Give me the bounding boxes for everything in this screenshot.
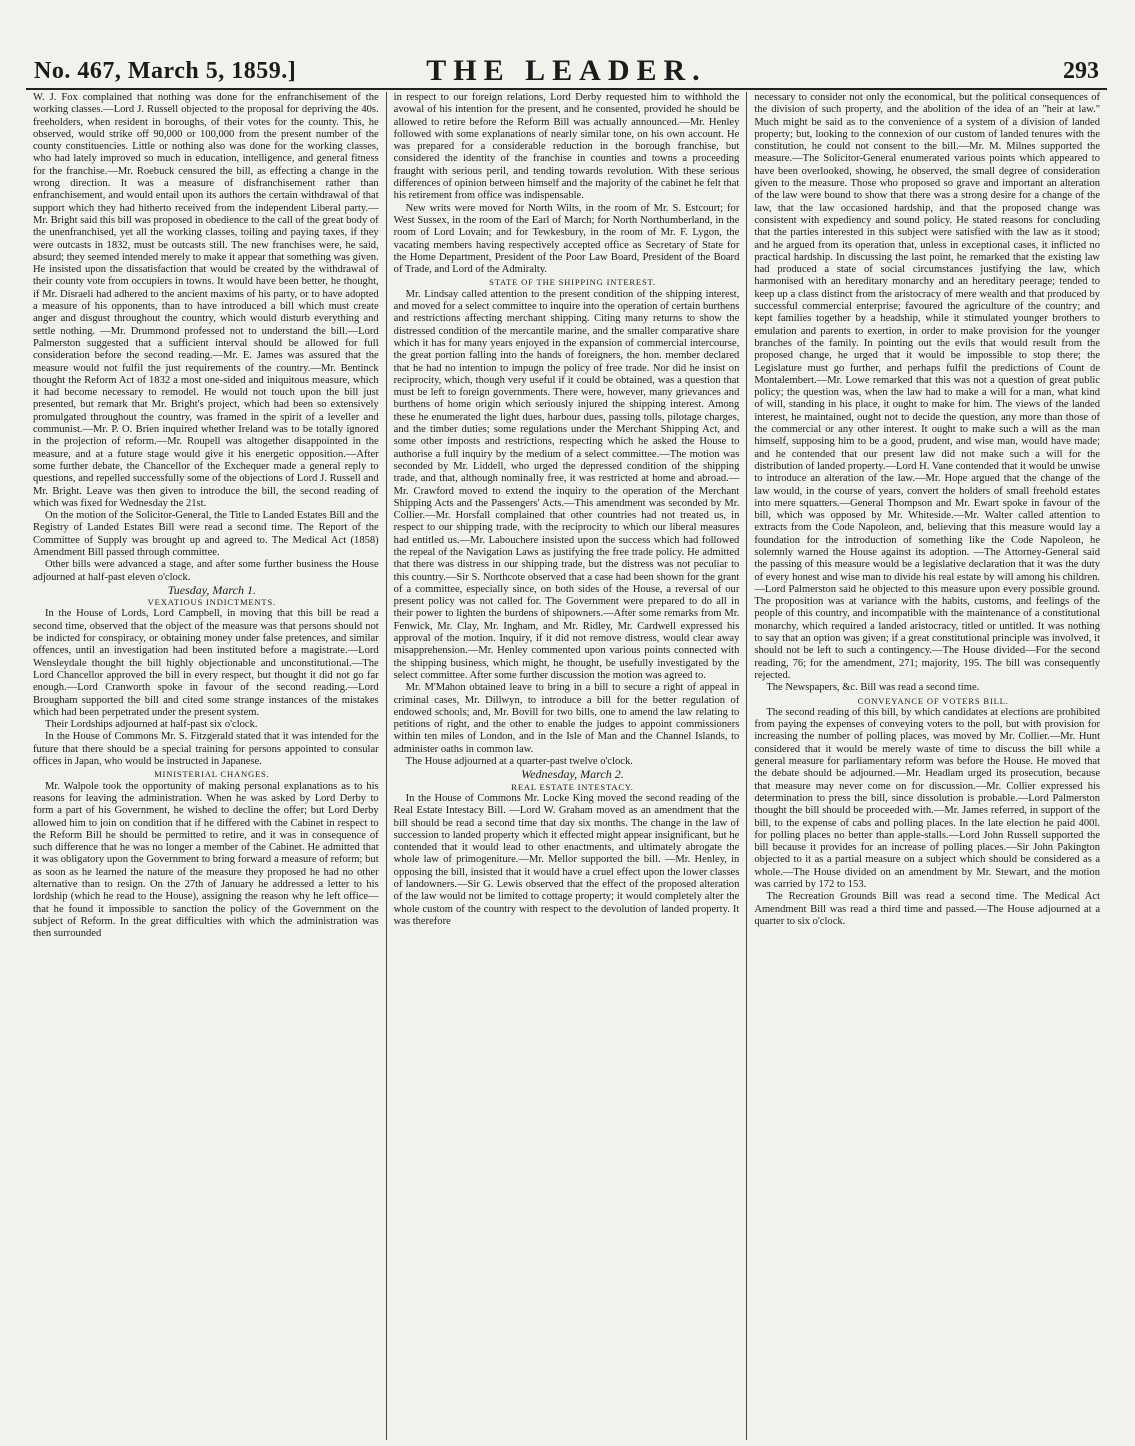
- paragraph: Mr. M'Mahon obtained leave to bring in a bill to secure a right of appeal in criminal cases, Mr. Dillwyn, to introduce a bill for the better regulation of endowed schools; and, Mr. Bovill for two bills, one to amend the law relating to petitions of right, and the other to enable the judges to appoint commissioners within ten miles of London, and in the Isle of Man and the Channel Islands, to administer oaths in common law.: [393, 682, 740, 755]
- column-1: [26, 92, 386, 1440]
- column-3: [746, 92, 1107, 1440]
- paragraph: On the motion of the Solicitor-General, the Title to Landed Estates Bill and the Registry of Landed Estates Bill were read a second time. The Report of the Committee of Supply was brought up and agreed to. The Medical Act (1858) Amendment Bill passed through committee.: [33, 510, 379, 558]
- paragraph: Other bills were advanced a stage, and after some further business the House adjourned at half-past eleven o'clock.: [33, 559, 379, 583]
- paragraph: in respect to our foreign relations, Lord Derby requested him to withhold the avowal of his intention for the present, and he consented, provided he should be allowed to retire before the Reform Bill was actually announced.—Mr. Henley followed with some explanations of nearly similar tone, on his own account. He was prepared for a considerable reduction in the borough franchise, but considered the identity of the franchise in counties and towns a proceeding fraught with serious peril, and tending towards revolution. With these serious differences of opinion between himself and the majority of the cabinet he felt that his retirement from office was indispensable.: [393, 92, 740, 202]
- section-heading: CONVEYANCE OF VOTERS BILL.: [857, 695, 1009, 706]
- section-heading: REAL ESTATE INTESTACY.: [511, 781, 634, 792]
- paragraph: The House adjourned at a quarter-past twelve o'clock.: [405, 756, 633, 768]
- date-heading: Tuesday, March 1.: [167, 582, 256, 597]
- paragraph: Their Lordships adjourned at half-past six o'clock.: [45, 719, 258, 731]
- masthead: [26, 48, 1107, 90]
- section-heading: STATE OF THE SHIPPING INTEREST.: [489, 277, 656, 288]
- paragraph: W. J. Fox complained that nothing was done for the enfranchisement of the working classes.—Lord J. Russell objected to the proposal for depriving the 40s. freeholders, when resident in boroughs, of their votes for the county. This, he observed, would strike off 90,000 or 100,000 from the present number of the county constituencies. Little or nothing also was done for the working classes, who had lately improved so much in education, intelligence, and general fitness for the franchise.—Mr. Roebuck censured the bill, as effecting a change in the wrong direction. It was a measure of disfranchisement rather than enfranchisement, and would entail upon its authors the certain withdrawal of that support which they had hitherto received from the independent Liberal party.—Mr. Bright said this bill was proposed in obedience to the call of the great body of the unenfranchised, yet all the working classes, toiling and paying taxes, if they were outcasts in 1832, must be outcasts still. The new franchises were, he said, absurd; they seemed intended merely to make it appear that something was given. He insisted upon the dissatisfaction that would be created by the withdrawal of their county vote from occupiers in towns. It would have been better, he thought, if Mr. Disraeli had adhered to the ancient maxims of his party, or to have adopted a measure of his opponents, than to have introduced a bill which must create anger and disgust throughout the country, which would disturb everything and settle nothing. —Mr. Drummond professed not to understand the bill.—Lord Palmerston suggested that a sufficient interval should be allowed for full consideration before the second reading.—Mr. E. James was assured that the measure would not fulfil the just requirements of the country.—Mr. Bentinck thought the Reform Act of 1832 a most one-sided and iniquitous measure, which it had become necessary to remodel. He would not touch upon the bill just presented, but remark that Mr. Bright's project, which had been so extensively promulgated throughout the country, was framed in the spirit of a leveller and communist.—Mr. P. O. Brien inquired whether Ireland was to be totally ignored in the projection of reform.—Mr. Roupell was altogether disappointed in the measure, and at a future stage would give it his energetic opposition.—After some further debate, the Chancellor of the Exchequer made a general reply to questions, and repelled successfully some of the objections of Lord J. Russell and Mr. Bright. Leave was then given to introduce the bill, the second reading of which was fixed for Wednesday the 21st.: [33, 92, 379, 509]
- page-number: 293: [1063, 58, 1099, 84]
- paragraph: Mr. Lindsay called attention to the present condition of the shipping interest, and moved for a select committee to inquire into the operation of certain burthens and restrictions affecting merchant shipping. Citing many returns to show the distressed condition of the mercantile marine, and the smaller comparative share which it has for many years enjoyed in the expansion of commercial intercourse, the great portion falling into the hands of foreigners, the hon. member declared that he had no intention to impugn the policy of free trade. Nor did he insist on reciprocity, which, though very useful if it could be obtained, was a question that must be left to foreign governments. There were, however, many grievances and burthens of home origin which seriously injured the shipping interest. Among these he enumerated the light dues, harbour dues, passing tolls, pilotage charges, and the timber duties; some regulations under the Merchant Shipping Act, and some other imposts and restrictions, respecting which he asked the House to authorise a full inquiry by the medium of a select committee.—The motion was seconded by Mr. Liddell, who urged the depressed condition of the shipping trade, and that, although nominally free, it was restricted at home and abroad.—Mr. Crawford moved to extend the inquiry to the operation of the Merchant Shipping Acts and the Passengers' Acts.—This amendment was seconded by Mr. Collier.—Mr. Horsfall complained that other countries had not treated us, in respect to our shipping trade, with the reciprocity to which our liberal measures had entitled us.—Mr. Labouchere insisted upon the success which had followed the repeal of the Navigation Laws as justifying the free trade policy. He admitted that there was distress in our shipping trade, but the distress was not peculiar to this country.—Sir S. Northcote observed that a case had been shown for the grant of a committee, especially since, on both sides of the House, a reversal of our present policy was not called for. The Government were prepared to do all in their power to lighten the burdens of shipowners.—After some remarks from Mr. Fenwick, Mr. Clay, Mr. Ingham, and Mr. Ridley, Mr. Cardwell expressed his approval of the motion. Inquiry, if it did not remove distress, would clear away misapprehension.—Mr. Henley commented upon various points connected with the shipping business, which might, he thought, be usefully investigated by the select committee. After some further discussion the motion was agreed to.: [393, 288, 740, 681]
- section-heading: VEXATIOUS INDICTMENTS.: [147, 597, 277, 608]
- paragraph: In the House of Commons Mr. Locke King moved the second reading of the Real Estate Intestacy Bill. —Lord W. Graham moved as an amendment that the bill should be read a second time that day six months. The change in the law of succession to landed property which it effected might appear insignificant, but he contended that it would lead to other enactments, and ultimately abrogate the whole law of primogeniture.—Mr. Mellor supported the bill. —Mr. Henley, in opposing the bill, insisted that it would have a cruel effect upon the lower classes of landowners.—Sir G. Lewis observed that the effect of the proposed alteration of the law would not be limited to cottage property; it would completely alter the whole custom of the country with respect to the devolution of landed property. It was therefore: [393, 792, 740, 927]
- paragraph: In the House of Lords, Lord Campbell, in moving that this bill be read a second time, observed that the object of the measure was that persons should not be indicted for conspiracy, or obtaining money under false pretences, and similar offences, until an investigation had been instituted before a magistrate.—Lord Wensleydale thought the bill highly objectionable and unconstitutional.—The Lord Chancellor approved the bill in every respect, but thought it did not go far enough.—Lord Cranworth spoke in favour of the second reading.—Lord Brougham supported the bill and cited some strange instances of the mistakes which had been perpetrated under the present system.: [33, 608, 379, 718]
- column-2: [386, 92, 747, 1440]
- paragraph: In the House of Commons Mr. S. Fitzgerald stated that it was intended for the future that there should be a special training for persons appointed to consular offices in Japan, who would be instructed in Japanese.: [33, 731, 379, 768]
- paragraph: New writs were moved for North Wilts, in the room of Mr. S. Estcourt; for West Sussex, in the room of the Earl of March; for North Northumberland, in the room of Lord Lovain; and for Tewkesbury, in the room of Mr. F. Lygon, the vacating members having respectively accepted office as Secretary of State for the Home Department, President of the Poor Law Board, President of the Board of Trade, and Lord of the Admiralty.: [393, 202, 740, 276]
- section-heading: MINISTERIAL CHANGES.: [154, 769, 270, 780]
- paragraph: The Newspapers, &c. Bill was read a second time.: [766, 682, 980, 694]
- text-columns: [26, 92, 1107, 1440]
- issue-line: No. 467, March 5, 1859.]: [34, 58, 297, 84]
- date-heading: Wednesday, March 2.: [521, 767, 624, 782]
- paragraph: The second reading of this bill, by which candidates at elections are prohibited from paying the expenses of conveying voters to the poll, but with provision for increasing the number of polling places, was moved by Mr. Collier.—Mr. Hunt considered that it would be merely waste of time to discuss the bill while a general measure for parliamentary reform was before the House. He moved that the debate should be adjourned.—Mr. Headlam urged its prosecution, because that measure may never come on for discussion.—Mr. Collier expressed his determination to press the bill, since dissolution is probable.—Lord Palmerston thought the bill should be proceeded with.—Mr. James referred, in support of the bill, to the expense of cabs and polling places. In the late election he paid 400l. for polling places no better than apple-stalls.—Lord John Russell supported the bill because it provides for an increase of polling places.—Sir John Pakington objected to it as a partial measure on a subject which should be considered as a whole.—The House divided on an amendment by Mr. Stewart, and the motion was carried by 172 to 153.: [754, 706, 1101, 890]
- newspaper-title: THE LEADER.: [426, 54, 707, 87]
- paragraph: necessary to consider not only the economical, but the political consequences of the division of such property, and the abolition of the idea of an "heir at law." Much might be said as to the convenience of a system of a division of landed property; but, looking to the connexion of our custom of landed tenures with the constitution, he could not consent to the bill.—Mr. M. Milnes supported the measure.—The Solicitor-General enumerated various points which appeared to have been overlooked, showing, he observed, the small degree of consideration given to the measure. Those who proposed so grave and important an alteration of the law were bound to show that there was a strong desire for a change of the law, that the law occasioned hardship, and that the proposed change was consistent with expediency and sound policy. He stated reasons for concluding that the parties interested in this subject were satisfied with the law as it stood; and he argued from its operation that, unless in exceptional cases, it inflicted no practical hardship. In discussing the last point, he remarked that the existing law had produced a state of social circumstances justifying the law, which harmonised with an hereditary monarchy and an hereditary peerage; tended to keep up a class distinct from the aristocracy of mere wealth and that produced by successful commercial enterprise; favoured the agriculture of the country; and kept families together by a headship, while it stimulated younger brothers to emulation and parents to exertion, in order to make provision for the younger branches of the family. In pointing out the evils that would result from the proposed change, he urged that it would be impossible to stop there; the Legislature must go further, and perhaps fulfil the predictions of Count de Montalembert.—Mr. Lowe remarked that this was not a question of great public policy; the question was, when the law had to make a will for a man, what kind of will, standing in his place, it ought to make for him. The views of the landed interest, he maintained, ought not to decide the question, any more than those of the commercial or any other interest. It ought to make such a will as the man himself, supposing him to be a good, prudent, and wise man, would have made; and he contended that our present law did not make such a will for the distribution of landed property.—Lord H. Vane contended that it would be unwise to introduce an alteration of the law.—Mr. Hope argued that the change of the law would, in the course of years, convert the holders of small freehold estates into mere squatters.—General Thompson and Mr. Ewart spoke in favour of the bill, which was opposed by Mr. Whiteside.—Mr. Walter called attention to extracts from the Code Napoleon, and, believing that this measure would lay a foundation for the introduction of something like the Code Napoleon, he solemnly warned the House against its adoption. —The Attorney-General said the passing of this measure would be a legislative declaration that it was the duty of every honest and wise man to divide his real estate by will among his children.—Lord Palmerston said he objected to this measure upon every possible ground. The proposition was at variance with the habits, customs, and feelings of the people of this country, and incompatible with the maintenance of a constitutional monarchy, which required a landed aristocracy, titled or untitled. It was nothing to say that an option was given; if a great constitutional principle was involved, it should not be left to such a contingency.—The House divided—For the second reading, 76; for the amendment, 271; majority, 195. The bill was consequently rejected.: [754, 92, 1101, 681]
- paragraph: Mr. Walpole took the opportunity of making personal explanations as to his reasons for leaving the administration. When he was asked by Lord Derby to form a part of his Government, he wished to decline the offer; but Lord Derby allowed him to join on condition that if he differed with the Cabinet in respect to the Reform Bill he should be permitted to retire, and it was in consequence of such difference that he was no longer a member of the Cabinet. He admitted that it was obligatory upon the Government to bring forward a measure of reform; but as soon as he learned the nature of the measure they proposed he had no other alternative than to resign. On the 27th of January he addressed a letter to his lordship (which he read to the House), assigning the reason why he left office—that he found it impossible to sanction the policy of the Government on the subject of Reform. In the great difficulties with which the administration was then surrounded: [33, 780, 379, 940]
- paragraph: The Recreation Grounds Bill was read a second time. The Medical Act Amendment Bill was read a third time and passed.—The House adjourned at a quarter to six o'clock.: [754, 891, 1101, 927]
